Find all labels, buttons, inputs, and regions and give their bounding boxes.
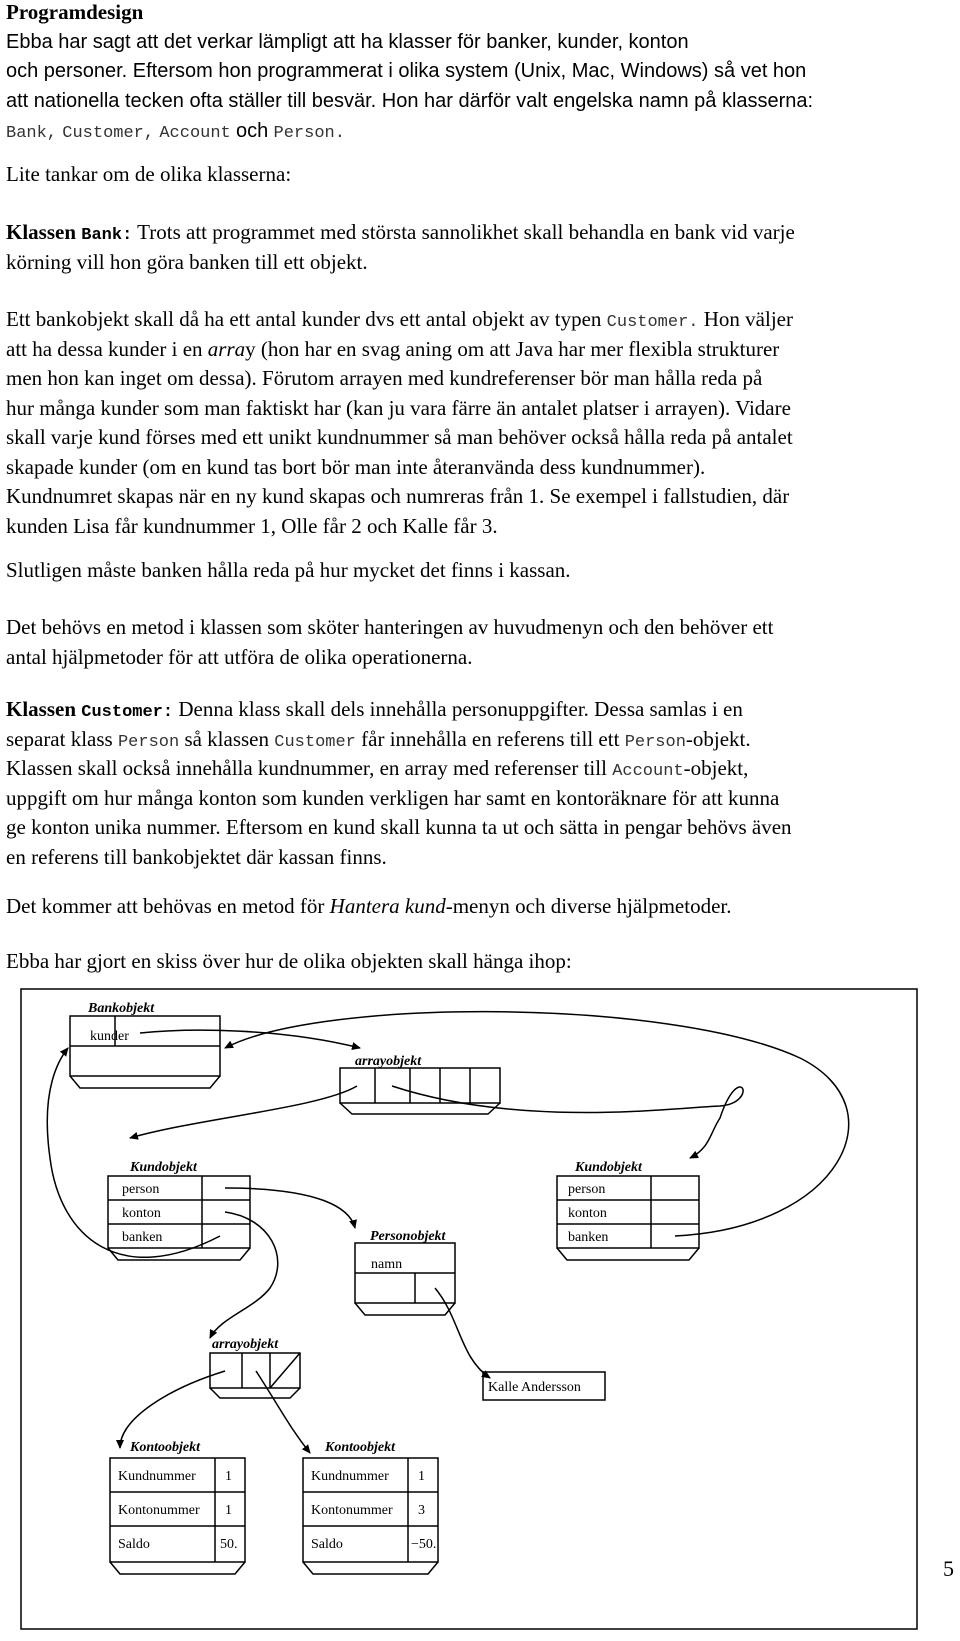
konto-right-label-2: Saldo [311, 1537, 343, 1552]
paragraph-lite-tankar [6, 160, 954, 190]
array1-title: arrayobjekt [355, 1054, 422, 1069]
bankobjekt-line-5: skall varje kund förses med ett unikt kundnummer så man behöver också hålla reda på antalet [6, 425, 793, 449]
paragraph-hantera-kund [6, 892, 954, 922]
kund-right-banken: banken [568, 1230, 609, 1245]
konto-right-value-0: 1 [418, 1469, 425, 1484]
arrow-namn-to-string [435, 1288, 490, 1378]
bank-title: Bankobjekt [88, 1001, 155, 1016]
konto-left-label-2: Saldo [118, 1537, 150, 1552]
paragraph-skiss [6, 947, 954, 977]
code-person-2: Person [117, 732, 180, 752]
hantera-line [6, 892, 954, 922]
bankobjekt-line-3: men hon kan inget om dessa). Förutom arrayen med kundreferenser bör man hålla reda på [6, 366, 763, 390]
intro-section [6, 0, 954, 146]
bankobjekt-line-4: hur många kunder som man faktiskt har (kan ju vara färre än antalet platser i arrayen). Vidare [6, 395, 791, 420]
code-customer: Customer, [62, 124, 155, 143]
kund-right-konton: konton [568, 1206, 607, 1221]
konto-left-label-0: Kundnummer [118, 1469, 196, 1484]
paragraph-metod [6, 613, 954, 672]
array2-title: arrayobjekt [212, 1337, 279, 1352]
bank-field: kunder [90, 1029, 129, 1044]
bankobjekt-text-b: Hon väljer [703, 307, 793, 331]
bankobjekt-line-8: kunden Lisa får kundnummer 1, Olle får 2 och Kalle får 3. [6, 513, 498, 538]
hantera-italic: Hantera kund [329, 894, 446, 918]
bank-object [70, 1016, 220, 1088]
person-object [355, 1243, 455, 1315]
bank-line-2: körning vill hon göra banken till ett objekt. [6, 249, 368, 274]
bank-text: Trots att programmet med största sannolikhet skall behandla en bank vid varje [137, 220, 795, 244]
paragraph-klassen-customer [6, 695, 954, 872]
customer-line-1 [6, 695, 954, 725]
customer-line-5: ge konton unika nummer. Eftersom en kund skall kunna ta ut och sätta in pengar behövs även [6, 815, 792, 839]
objekt-suffix-2: -objekt, [683, 756, 749, 780]
bankobjekt-line-2 [6, 335, 954, 365]
code-account-2: Account [612, 762, 684, 781]
arrow-person-to-personobjekt [225, 1188, 355, 1228]
arrow-banken-right-to-bank [225, 1012, 849, 1236]
array-text-a: att ha dessa kunder i en [6, 336, 203, 361]
intro-line-1: Ebba har sagt att det verkar lämpligt att ha klasser för banker, kunder, konton [6, 30, 689, 53]
code-person-3: Person [624, 732, 686, 752]
paragraph-kassan [6, 556, 954, 586]
bankobjekt-line-7: Kundnumret skapas när en ny kund skapas och numreras från 1. Se exempel i fallstudien, där [6, 484, 790, 508]
code-customer-3: Customer [274, 732, 356, 752]
array-italic: arra [207, 336, 246, 361]
konto-left-title: Kontoobjekt [130, 1440, 201, 1455]
array-object-bottom [210, 1353, 300, 1398]
customer-code: Customer: [81, 703, 174, 722]
bankobjekt-line-6: skapade kunder (om en kund tas bort bör man inte återanvända dess kundnummer). [6, 454, 706, 479]
customer-line-2 [6, 725, 954, 755]
konto-right-value-1: 3 [418, 1503, 425, 1518]
kund-right-person: person [568, 1182, 606, 1197]
diagram-frame [21, 989, 917, 1629]
kund-left-person: person [122, 1182, 160, 1197]
paragraph-bankobjekt [6, 305, 954, 541]
bankobjekt-text-a: Ett bankobjekt skall då ha ett antal kunder dvs ett antal objekt av typen [6, 307, 602, 331]
person-namn: namn [371, 1257, 403, 1272]
string-value: Kalle Andersson [488, 1380, 581, 1395]
kassan-text: Slutligen måste banken hålla reda på hur mycket det finns i kassan. [6, 558, 571, 582]
object-diagram [20, 988, 918, 1630]
intro-line-2: och personer. Eftersom hon programmerat i olika system (Unix, Mac, Windows) så vet hon [6, 60, 807, 82]
page-number: 5 [943, 1556, 954, 1581]
bank-line-1 [6, 218, 954, 248]
bankobjekt-line-1 [6, 305, 954, 335]
kund-left-konton: konton [122, 1206, 161, 1221]
arrow-konton-to-array2 [210, 1212, 278, 1338]
customer-text: Denna klass skall dels innehålla personuppgifter. Dessa samlas i en [178, 697, 743, 721]
intro-line-3: att nationella tecken ofta ställer till besvär. Hon har därför valt engelska namn på klasserna: [6, 89, 814, 112]
array-object-top [340, 1068, 500, 1114]
arrow-array-to-kund-right [392, 1086, 743, 1158]
konto-right-value-2: −50. [411, 1537, 437, 1552]
code-person: Person. [273, 124, 345, 143]
arrow-array-to-kund-left [130, 1086, 357, 1138]
code-customer-2: Customer. [606, 313, 699, 332]
arrow-array2-to-konto-right [256, 1371, 310, 1453]
kund-right-title: Kundobjekt [575, 1160, 642, 1175]
array-text-b: y (hon har en svag aning om att Java har mer flexibla strukturer [245, 336, 780, 361]
intro-line-4 [6, 116, 954, 146]
customer-line-6: en referens till bankobjektet där kassan finns. [6, 844, 387, 869]
konto-right-label-0: Kundnummer [311, 1469, 389, 1484]
bank-code: Bank: [81, 226, 133, 245]
customer-line-4: uppgift om hur många konton som kunden verkligen har samt en kontoräknare för att kunna [6, 785, 780, 810]
klassen-label-2: Klassen [6, 697, 77, 721]
hantera-text-a: Det kommer att behövas en metod för [6, 894, 325, 918]
hantera-text-b: -menyn och diverse hjälpmetoder. [445, 894, 732, 918]
konto-right-title: Kontoobjekt [325, 1440, 396, 1455]
sa-klassen-text: så klassen [184, 726, 270, 751]
skiss-text: Ebba har gjort en skiss över hur de olika objekten skall hänga ihop: [6, 949, 572, 973]
konto-left-value-2: 50. [220, 1537, 238, 1552]
konto-left-value-1: 1 [225, 1503, 232, 1518]
paragraph-klassen-bank [6, 218, 954, 277]
metod-line-1: Det behövs en metod i klassen som sköter hanteringen av huvudmenyn och den behöver ett [6, 615, 774, 639]
metod-line-2: antal hjälpmetoder för att utföra de olika operationerna. [6, 644, 473, 669]
lite-tankar-text: Lite tankar om de olika klasserna: [6, 162, 292, 186]
code-bank: Bank, [6, 124, 58, 143]
kund-left-title: Kundobjekt [130, 1160, 197, 1175]
far-innehalla-text: får innehålla en referens till ett [361, 726, 620, 751]
code-account: Account [159, 124, 231, 143]
konto-right-label-1: Kontonummer [311, 1503, 393, 1518]
separat-text: separat klass [6, 726, 113, 751]
klassen-label: Klassen [6, 220, 77, 244]
konto-left-label-1: Kontonummer [118, 1503, 200, 1518]
och-word: och [236, 120, 269, 142]
kundnummer-text: Klassen skall också innehålla kundnummer, en array med referenser till [6, 756, 607, 780]
konto-left-value-0: 1 [225, 1469, 232, 1484]
objekt-suffix: -objekt. [685, 726, 751, 751]
page-heading: Programdesign [6, 0, 144, 24]
kund-left-banken: banken [122, 1230, 163, 1245]
person-title: Personobjekt [370, 1229, 446, 1244]
customer-line-3 [6, 754, 954, 784]
